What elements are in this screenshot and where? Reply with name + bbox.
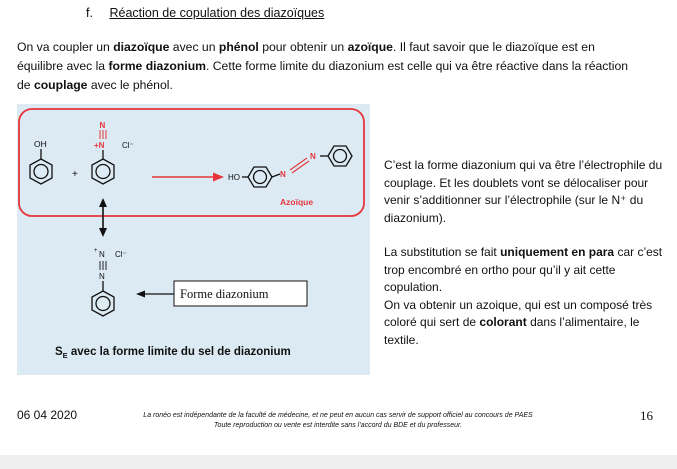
footer-disclaimer-line-2: Toute reproduction ou vente est interdite sans l’accord du BDE et du professeur. [213,422,463,429]
caption-sub: E [62,351,68,360]
section-heading [86,6,324,20]
reaction-diagram [17,104,370,375]
reaction-figure [17,104,370,375]
lower-triple-bond [100,261,106,270]
n-lower2-label: N [99,272,105,281]
para-text: car c’est trop encombré en ortho pour qu’il y ait cette copulation. [384,245,663,294]
para-text: dans l’alimentaire, le textile. [384,315,640,347]
intro-bold: forme diazonium [108,59,206,73]
chloride-label: Cl⁻ [122,141,134,150]
ho-label: HO [228,173,240,182]
para-bold: uniquement en para [500,245,615,259]
explanation-para-1: C’est la forme diazonium qui va être l’électrophile du couplage. Et les doublets vont se délocaliser pour venir s’additionner sur l’électrophile (sur le N⁺ du diazonium). [384,158,663,225]
intro-text: . Il faut savoir que le diazoïque est en équilibre avec la [17,40,595,73]
intro-text: pour obtenir un [258,40,348,54]
caption-rest: avec la forme limite du sel de diazonium [67,346,291,358]
footer-disclaimer-line-1: La ronéo est indépendante de la faculté de médecine, et ne peut en aucun cas servir de support officiel au concours de PAES [143,412,533,419]
explanation-para-2 [384,244,664,297]
callout-arrow-head [136,291,145,298]
plus-sign: + [72,169,78,180]
equilibrium-arrow-up [99,198,107,207]
footer-disclaimer [108,411,568,431]
n-plus-lower-charge: + [94,248,98,254]
intro-bold: diazoïque [113,40,170,54]
intro-text: On va coupler un [17,40,114,54]
caption-s: S [55,346,63,358]
caption [55,346,291,360]
equilibrium-arrow-down [99,228,107,237]
n-lower-label: N [99,250,105,259]
callout-text: Forme diazonium [180,287,269,301]
diazonium-structure [92,150,114,184]
intro-bold: azoïque [347,40,393,54]
para-text: La substitution se fait [384,245,501,259]
section-title: Réaction de copulation des diazoïques [109,6,325,20]
azoique-label: Azoïque [280,197,314,207]
footer-date: 06 04 2020 [17,408,78,422]
intro-text: . Cette forme limite du diazonium est celle qui va être réactive dans la réaction de [17,59,629,92]
phenol-structure [30,149,52,184]
page-number: 16 [640,408,653,423]
azo-double-bond [290,158,309,173]
explanation-text [384,157,664,349]
triple-bond [100,130,106,139]
n-top-label: N [99,121,106,130]
para-bold: colorant [479,315,527,329]
section-number: f. [86,6,93,20]
chloride-lower-label: Cl⁻ [115,250,127,259]
oh-label: OH [34,139,47,149]
explanation-para-3 [384,297,664,350]
azo-n2-label: N [310,152,316,161]
reaction-arrow-head [213,173,224,182]
lower-diazonium-ring [92,281,114,316]
intro-paragraph [17,38,642,95]
para-text: On va obtenir un azoique, qui est un composé très coloré qui sert de [384,297,653,329]
intro-text: avec le phénol. [87,78,173,92]
n-plus-label: +N [94,141,105,150]
azo-product-structure [242,146,352,187]
intro-text: avec un [169,40,219,54]
azo-n1-label: N [280,170,286,179]
intro-bold: phénol [218,40,259,54]
intro-bold: couplage [33,78,88,92]
